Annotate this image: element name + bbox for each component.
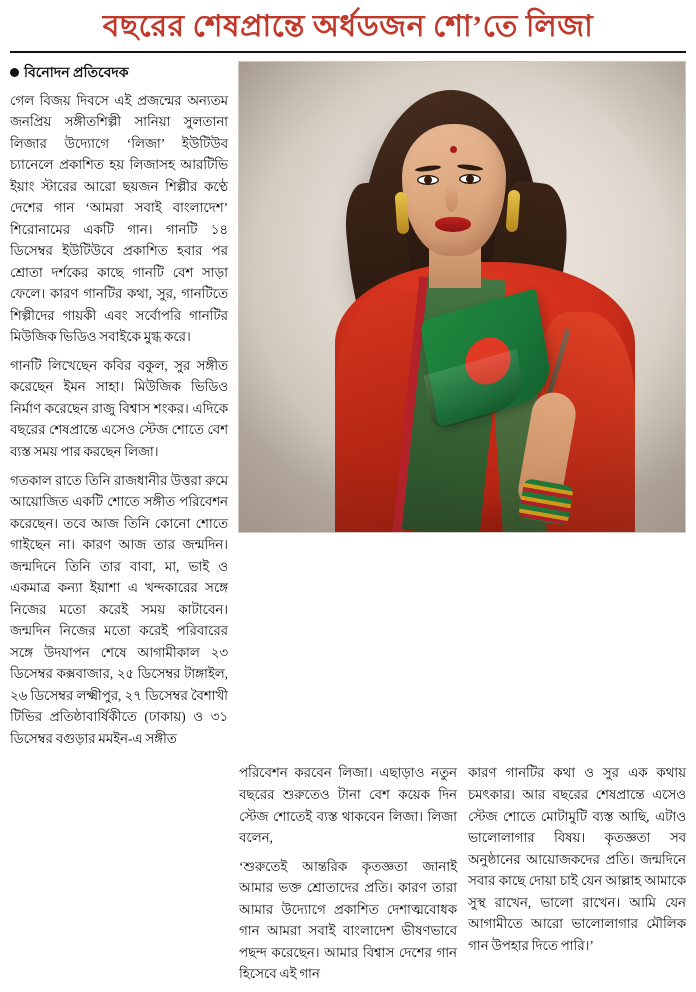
article-column-2-text xyxy=(239,762,457,991)
header-divider xyxy=(10,51,686,53)
article-column-3-text xyxy=(468,762,686,991)
photo-vignette xyxy=(239,62,685,532)
article-column-1 xyxy=(10,61,228,757)
article-photo xyxy=(238,61,686,533)
article-bottom-section xyxy=(10,762,686,991)
article-column-1-text xyxy=(10,90,228,750)
byline-label: বিনোদন প্রতিবেদক xyxy=(24,65,129,81)
article-top-section xyxy=(10,61,686,757)
page-title: বছরের শেষপ্রান্তে অর্ধডজন শো’তে লিজা xyxy=(102,10,594,43)
paragraph: গেল বিজয় দিবসে এই প্রজন্মের অন্যতম জনপ্রিয় সঙ্গীতশিল্পী সানিয়া সুলতানা লিজার উদ্যোগে ‘লিজা’ ইউটিউব চ্যানেলে প্রকাশিত হয় লিজাসহ আরটিভি ইয়াং স্টারের আরো ছয়জন শিল্পীর কণ্ঠে দেশের গান ‘আমরা সবাই বাংলাদেশ’ শিরোনামের একটি গান। গানটি ১৪ ডিসেম্বর ইউটিউবে প্রকাশিত হবার পর শ্রোতা দর্শকের কাছে গানটি বেশ সাড়া ফেলে। কারণ গানটির কথা, সুর, গানটিতে শিল্পীদের গায়কী এবং সর্বোপরি গানটির মিউজিক ভিডিও সবাইকে মুগ্ধ করে। xyxy=(10,92,228,345)
article-column-1-continued xyxy=(10,762,228,991)
paragraph: গতকাল রাতে তিনি রাজধানীর উত্তরা রুমে আয়োজিত একটি শোতে সঙ্গীত পরিবেশন করেছেন। তবে আজ তিনি কোনো শোতে গাইছেন না। কারণ আজ তার জন্মদিন। জন্মদিনে তিনি তার বাবা, মা, ভাই ও একমাত্র কন্যা ইয়াশা এ খন্দকারের সঙ্গে নিজের মতো করেই সময় কাটাবেন। জন্মদিন নিজের মতো করেই পরিবারের সঙ্গে উদযাপন শেষে আগামীকাল ২৩ ডিসেম্বর কক্সবাজার, ২৫ ডিসেম্বর টাঙ্গাইল, ২৬ ডিসেম্বর লক্ষ্মীপুর, ২৭ ডিসেম্বর বৈশাখী টিভির প্রতিষ্ঠাবার্ষিকীতে (ঢাকায়) ও ৩১ ডিসেম্বর বগুড়ার মমইন-এ সঙ্গীত xyxy=(10,472,228,746)
bullet-icon xyxy=(10,68,19,77)
paragraph: ‘শুরুতেই আন্তরিক কৃতজ্ঞতা জানাই আমার ভক্ত শ্রোতাদের প্রতি। কারণ তারা আমার উদ্যোগে প্রকাশিত দেশাত্মবোধক গান আমরা সবাই বাংলাদেশ ভীষণভাবে পছন্দ করেছেন। আমার বিশ্বাস দেশের গান হিসেবে এই গান xyxy=(239,858,457,982)
byline xyxy=(10,61,228,85)
paragraph: কারণ গানটির কথা ও সুর এক কথায় চমৎকার। আর বছরের শেষপ্রান্তে এসেও স্টেজ শোতে মোটামুটি ব্যস্ত আছি, এটাও ভালোলাগার বিষয়। কৃতজ্ঞতা সব অনুষ্ঠানের আয়োজকদের প্রতি। জন্মদিনে সবার কাছে দোয়া চাই যেন আল্লাহ আমাকে সুস্থ রাখেন, ভালো রাখেন। আমি যেন আগামীতে আরো ভালোলাগার মৌলিক গান উপহার দিতে পারি।’ xyxy=(468,765,686,953)
paragraph: পরিবেশন করবেন লিজা। এছাড়াও নতুন বছরের শুরুতেও টানা বেশ কয়েক দিন স্টেজ শোতেই ব্যস্ত থাকবেন লিজা। লিজা বলেন, xyxy=(239,765,457,846)
paragraph: গানটি লিখেছেন কবির বকুল, সুর সঙ্গীত করেছেন ইমন সাহা। মিউজিক ভিডিও নির্মাণ করেছেন রাজু বিশ্বাস শংকর। এদিকে বছরের শেষপ্রান্তে এসেও স্টেজ শোতে বেশ ব্যস্ত সময় পার করছেন লিজা। xyxy=(10,357,228,459)
photo-canvas xyxy=(239,62,685,532)
